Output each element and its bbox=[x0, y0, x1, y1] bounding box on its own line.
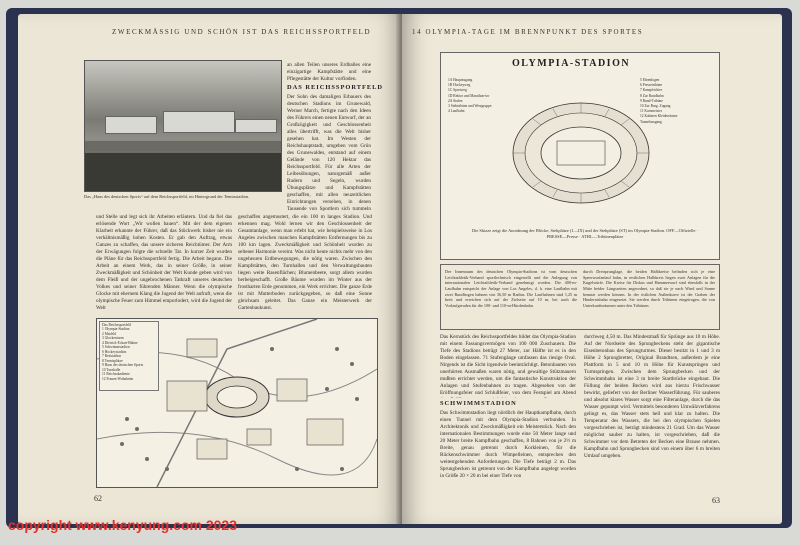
left-page-number: 62 bbox=[94, 494, 102, 503]
left-column-mid-right: Der Sohn des damaligen Erbauers des deutschen Stadions im Grunewald, Werner March, fertigte nach den Ideen des Führers einen neuen Entwurf, der an Großzügigkeit und Geschlossenheit alles übertrifft, was die Welt bisher gesehen hat. Im Westen der Reichshauptstadt, umgeben vom Grün des Grunewaldes, entstand auf einem Gelände von 120 Hektar das Reichssportfeld. Für alle Arten der Leibesübungen, naturgemäß außer Rudern und Segeln, wurden Übungsplätze und Kampfstätten geschaffen, mit allen neuzeitlichen Einrichtungen versehen, in denen Tausende von Sportlern sich tummeln bbox=[287, 94, 371, 212]
section-heading-schwimmstadion: SCHWIMMSTADION bbox=[440, 400, 517, 407]
left-column-top-right: an allen Teilen unseres Erdballes eine einzigartige Kampfstätte und eine Pflegestätte der Kultur vorfinden. bbox=[287, 62, 371, 83]
diagram-legend-left: 1A Hauptzugang 1B Hockeyweg 1C Sportweg 1D Rektor und Marathon-tor 2A Stufen 3 Stehtribüne und Westgruppe 4 Laufbahn bbox=[448, 78, 492, 114]
section-heading-reichssportfeld: DAS REICHSSPORTFELD bbox=[287, 84, 384, 91]
right-page-number: 63 bbox=[712, 496, 720, 505]
reichssportfeld-map bbox=[96, 318, 378, 488]
map-legend: Das Reichssportfeld 1 Olympia-Stadion 2 Maifeld 3 Glockenturm 4 Dietrich-Eckart-Bühne 5 Schwimmstadion 6 Hockeystadion 7 Reitstadion 8 Tennisplätze 9 Haus des deutschen Sports 10 Turnhalle 11 Reichsakademie 12 Frauen-Wohnheim bbox=[99, 321, 159, 391]
right-column-d: durchweg 4,50 m. Das Mindestmaß für Sprünge aus 10 m Höhe. Auf der Nordseite des Sprungbeckens steht der gigantische Eisenbetonbau des Sprungturmes. Dieser besitzt in 1 und 3 m Höhe 2 Sprungbretter, Original Brandtsen, außerdem je eine Plattform in 5 und 10 m Höhe für Kunstspringen und Turmspringen. Zwischen dem Sprungbecken und der Schwimmbahn ist eine 3 m breite Startbrücke eingebaut. Die Füllung der beiden Becken wird aus hierzu Frischwasser bewirkt, geliefert von der Berliner Wasserführung. Für sauberes und absolut klares Wasser sorgt eine Filteranlage, durch die das Wasser gepumpt wird. Vermittels besonderen Umwälzverfahrens gelingt es, das Wasser stets hell und klar zu halten. Die Temperatur des Wassers, die bei den olympischen Spielen vorgeschrieben ist, beträgt mindestens 21 Grad. Um das Wasser möglichst sauber zu halten, ist vorgeschrieben, daß die Schwimmer vor dem Betreten der Becken eine Brause nehmen. Kampfbahn und Sprungbecken sind von einem über 6 m breiten Umlauf umgeben. bbox=[584, 334, 720, 460]
right-column-c2: Das Schwimmstadion liegt nördlich der Hauptkampfbahn, durch einen Tunnel mit dem Olympia-Stadion verbunden. In Architektonik und Zweckmäßigkeit ein Meisterstück. Nach den internationalen Bestimmungen wurde eine 50 Meter lange und 20 Meter breite Kampfbahn geschaffen, 8 Bahnen von je 2½ m Breite, genau getrennt durch Korkleinen, für die Rückenschwimmer durch Wimpelleinen, entsprechen den weitestgehenden Anforderungen. Die Tiefe beträgt 2 m. Das Sprungbecken ist getrennt von der Kampfbahn angelegt worden in Größe 20 × 20 m bei einer Tiefe von bbox=[440, 410, 576, 480]
diagram-caption: Die Skizze zeigt die Anordnung der Blöcke, Stehplätze (1—IX) und der Stehplätze (ST) im Olympia-Stadion. OFF—Offizielle · PRESSE—Presse · ATHL—Tribünenplätze bbox=[472, 228, 698, 239]
photo-caption: Das „Haus des deutschen Sports“ auf dem Reichssportfeld, im Hintergrund der Tennisstadion. bbox=[84, 194, 250, 199]
left-column-b: geschaffen angemustert, die ein 100 m langes Stadion. Und erkennen mag. Wohl lernen wir den Geschlossenheit der Gesamtanlage, wenn man erlebt hat, wie beispielsweise in Los Angeles zwischen manchen Kampfstätten Entfernungen bis zu 100 km lagen. Zweckmäßigkeit und Schönheit wurden zu seltener Harmonie vereint. Was nicht heute nichts mehr von den ungeheuren Erdbewegungen, die nötig waren. Zwischen den Kampfstätten, den Turnhallen und den Verwaltungsbauten liegen weite Rasenflächen; Blumenbeete, sorgt allem wurden herbeigeschafft. Große Bäume wurden im Winter aus der frostharten Erde genommen, ein Werk errichtet. Die ganze Erde ist mit Mutterboden zurückgegeben, so daß eine Sonne gleichsam geleitet. Das Ganze ein Meisterwerk der Gartenbaukunst. bbox=[238, 214, 372, 310]
diagram-title: OLYMPIA-STADION bbox=[512, 58, 631, 69]
info-box-left-text: Der Innenraum des deutschen Olympia-Stadions ist vom deutschen Leichtathletik-Verband sportlechnisch eingestellt und die Anlegung von internationalen Leichtathletik-Verband genehmigt worden. Die 400-m-Laufbahn entspricht der Anlage von Los Angeles, d. h. eine Laufbahn mit zwei Rundbogen bahnen von 36,50 m Radius. Die Laufbahnen sind 1,25 m breit und erreichen sich auf der Zielseite auf 10 m, bei auch die Vorlaufgeraden für die 100- und 110-m-Hürdenbahn. bbox=[445, 269, 577, 309]
stadium-photo bbox=[84, 60, 282, 192]
info-box-right-text: durch Dreisprunglage, die beiden Halbkreise befinden sich je eine Speerwurfanlauf bahn, in restlichen Halbkreis liegen zwei Anlagen für die Kugelwürfe. Die Kreise für Diskus und Hammerwurf sind ebenfalls in der Mitte beider Längsseiten angeordnet, so daß sie je nach Wind und Sonne benutzt werden können. In der östlichen Außenkurve ist der Graben der Hindernisbahn eingesetzt. Sie werden durch Tribünen eingetragen, die von Unterkunftsräumen unter den Tribünen. bbox=[583, 269, 715, 309]
right-column-c: Das Kernstück des Reichssportfeldes bildet das Olympia-Stadion mit einem Fassungsvermögen von 100 000 Zuschauern. Die Tiefe des Stadions beträgt 27 Meter, zur Hälfte ist es in den Boden eingelassen. 71 Stufengänge umfassen das riesige Oval. Nirgends ist die Sicht irgendwie beeinträchtigt. Betonbauten von unerhörten Ausmaßen waren nötig, und gewaltige Stützmauern mußten errichtet werden, um die fantastische Konstruktion der Anlagen und Stufenbahnen zu tragen. Abgesehen von der Eröffnungsfeier und Schlußfeier, von dem Festspiel am Abend bbox=[440, 334, 576, 397]
right-page-header: 14 OLYMPIA-TAGE IM BRENNPUNKT DES SPORTES bbox=[412, 28, 644, 36]
copyright-watermark: copyright www.kenyung.com 2023 bbox=[8, 517, 237, 533]
stadium-info-box bbox=[440, 264, 720, 330]
diagram-legend-right: 5 Ehrenlogen 6 Pressetribüne 7 Kampfrichter 8 Zur Rundbahn 9 Rund-Tribüne 10 Zur Burg. Zugang 11 Kursmeister 12 Kabinen Kleiderräume Tunnelausgang bbox=[640, 78, 678, 124]
left-page-header: ZWECKMÄSSIG UND SCHÖN IST DAS REICHSSPORTFELD bbox=[112, 28, 372, 36]
left-column-a: und Stelle und legt sich ihr Arbeiten erläutern. Und da fiel das erlösende Wort „Wir wollen bauen“. Mit der dem eigenen Klarheit erkannte der Führer, daß das Stückwerk bisher nie ein verhältnismäßig hohen Kosten. Er gab den Auftrag, etwas Ganzes zu schaffen, das unsere sicheren Reichtümer. Der Arm der Erwägungen folgte die schnelle Tat. In kurzer Zeit wurden die Pläne für das Reichssportfeld fertig. Die Arbeit begann. Die Arbeit an einem Werk, das in seiner Größe, in seiner Zweckmäßigkeit und Schönheit der Welt Kunde geben wird von dem Fleiß und der ungebrochenen Tatkraft unseres deutschen Volkes und seiner führenden Männer. Wenn die olympische Glocke mit ehernem Klang die Jugend der Welt aufruft, wenn die olympische Feuer zum Himmel emporlodert, wird die Jugend der Welt bbox=[96, 214, 232, 310]
